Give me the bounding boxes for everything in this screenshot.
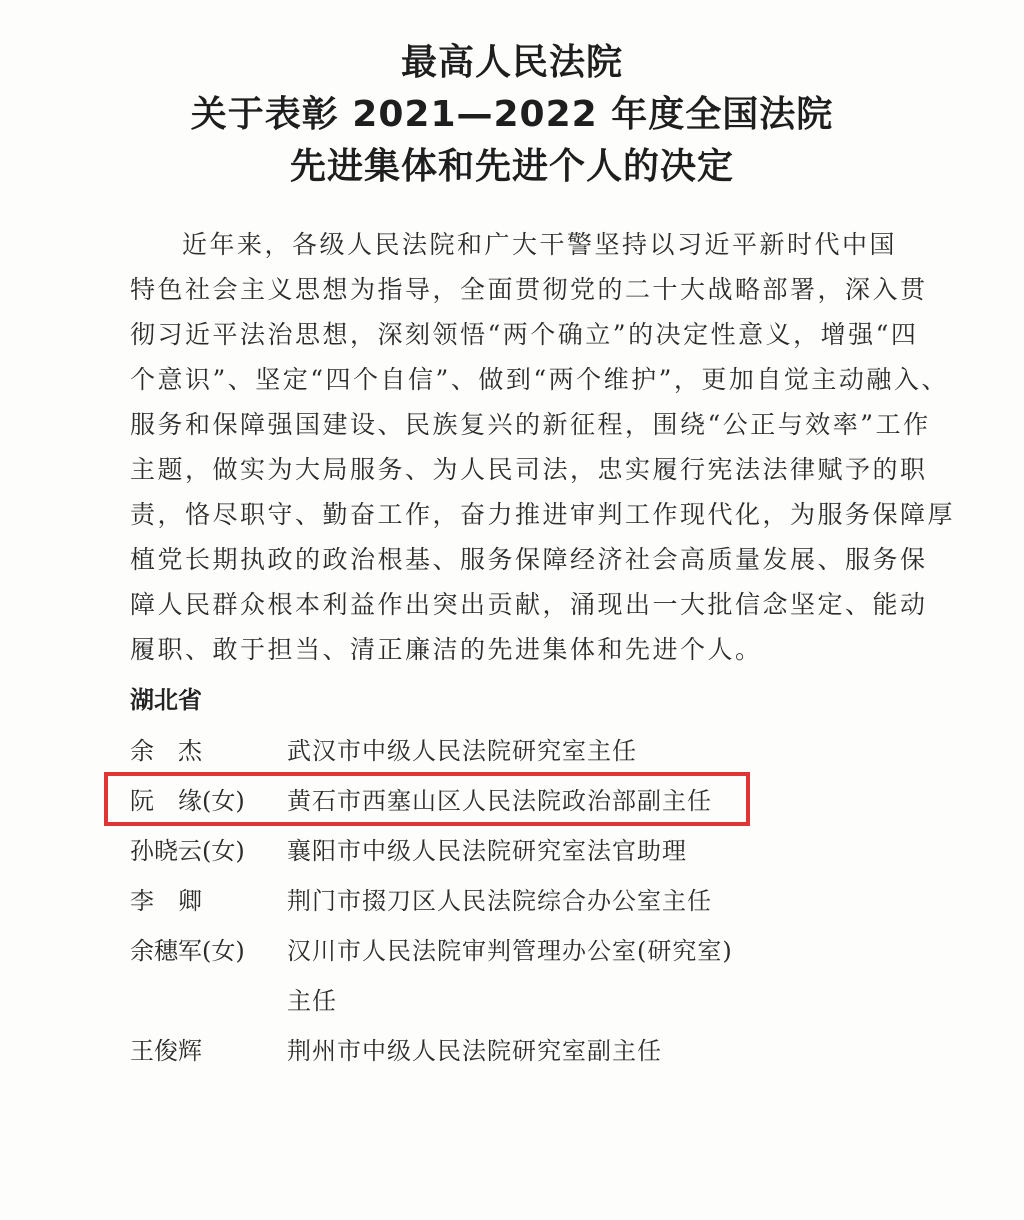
intro-line: 主题，做实为大局服务、为人民司法，忠实履行宪法法律赋予的职 [130,455,928,484]
honoree-name: 余穗军(女) [130,937,245,965]
intro-line: 植党长期执政的政治根基、服务保障经济社会高质量发展、服务保 [130,545,928,574]
honoree-row [130,826,830,876]
intro-paragraph [130,222,956,672]
intro-line: 履职、敢于担当、清正廉洁的先进集体和先进个人。 [130,635,763,664]
document-title-line-1: 最高人民法院 [400,42,623,83]
document-title-line-2: 关于表彰 2021—2022 年度全国法院 [190,94,834,135]
honoree-row [130,726,830,776]
intro-line: 特色社会主义思想为指导，全面贯彻党的二十大战略部署，深入贯 [130,275,928,304]
honoree-row [130,926,830,976]
red-highlight-box [104,772,750,826]
honoree-name: 李 卿 [130,887,202,915]
honoree-name: 孙晓云(女) [130,837,245,865]
honoree-post: 主任 [287,987,337,1015]
province-heading: 湖北省 [130,686,202,714]
honoree-post: 黄石市西塞山区人民法院政治部副主任 [287,787,712,815]
honoree-post: 襄阳市中级人民法院研究室法官助理 [287,837,687,865]
honoree-row-continuation [130,976,830,1026]
honoree-post: 汉川市人民法院审判管理办公室(研究室) [287,937,733,965]
honoree-row [130,1026,830,1076]
intro-line: 服务和保障强国建设、民族复兴的新征程，围绕“公正与效率”工作 [130,410,931,439]
document-title-line-3: 先进集体和先进个人的决定 [289,146,734,187]
honoree-name: 余 杰 [130,737,202,765]
honoree-name: 王俊辉 [130,1037,202,1065]
intro-line: 障人民群众根本利益作出突出贡献，涌现出一大批信念坚定、能动 [130,590,928,619]
honoree-row [130,876,830,926]
honoree-post: 荆州市中级人民法院研究室副主任 [287,1037,662,1065]
honoree-post: 武汉市中级人民法院研究室主任 [287,737,637,765]
honoree-name: 阮 缘(女) [130,787,245,815]
intro-line: 彻习近平法治思想，深刻领悟“两个确立”的决定性意义，增强“四 [130,320,919,349]
intro-line: 责，恪尽职守、勤奋工作，奋力推进审判工作现代化，为服务保障厚 [130,500,956,529]
intro-line: 个意识”、坚定“四个自信”、做到“两个维护”，更加自觉主动融入、 [130,365,949,394]
honoree-post: 荆门市掇刀区人民法院综合办公室主任 [287,887,712,915]
intro-line: 近年来，各级人民法院和广大干警坚持以习近平新时代中国 [182,230,898,259]
